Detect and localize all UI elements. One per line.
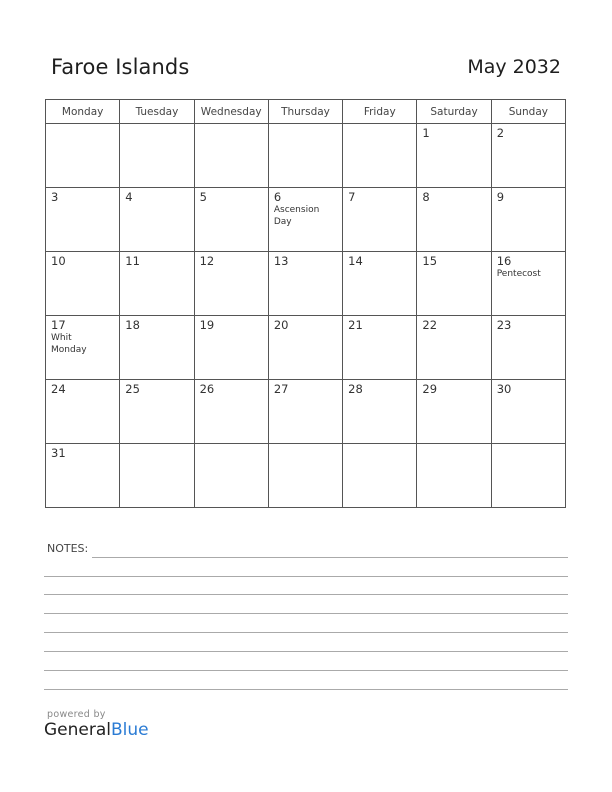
- month-year-title: May 2032: [467, 56, 561, 78]
- brand-logo[interactable]: [44, 720, 149, 740]
- calendar-day-cell[interactable]: [46, 124, 120, 188]
- weekday-header: Thursday: [268, 100, 342, 124]
- note-line: [44, 632, 568, 633]
- notes-label: NOTES:: [47, 542, 89, 555]
- calendar-day-cell[interactable]: [194, 188, 268, 252]
- calendar-day-cell[interactable]: [268, 316, 342, 380]
- calendar-day-cell[interactable]: [417, 188, 491, 252]
- holiday-label: Pentecost: [496, 269, 541, 279]
- note-line: [92, 557, 568, 558]
- calendar-day-cell[interactable]: [491, 188, 565, 252]
- note-line: [44, 689, 568, 690]
- brand-blue: Blue: [111, 720, 149, 740]
- day-number: 31: [51, 446, 66, 460]
- day-number: 13: [273, 254, 289, 268]
- weekday-header: Tuesday: [120, 100, 194, 124]
- calendar-day-cell[interactable]: [46, 380, 120, 444]
- calendar-day-cell[interactable]: [120, 444, 194, 508]
- calendar-day-cell[interactable]: [194, 124, 268, 188]
- calendar-day-cell[interactable]: [46, 316, 120, 380]
- weekday-header: Wednesday: [194, 100, 268, 124]
- weekday-header: Sunday: [491, 100, 565, 124]
- day-number: 27: [273, 382, 289, 396]
- day-number: 1: [422, 126, 430, 140]
- calendar-day-cell[interactable]: [120, 316, 194, 380]
- day-number: 19: [199, 318, 215, 332]
- holiday-label: Whit Monday: [51, 333, 87, 355]
- calendar-day-cell[interactable]: [46, 188, 120, 252]
- calendar-day-cell[interactable]: [194, 380, 268, 444]
- day-number: 4: [125, 190, 133, 204]
- day-number: 30: [496, 382, 512, 396]
- day-number: 11: [125, 254, 140, 268]
- calendar-day-cell[interactable]: [417, 252, 491, 316]
- country-title: Faroe Islands: [51, 55, 190, 79]
- note-line: [44, 651, 568, 652]
- note-line: [44, 576, 568, 577]
- calendar-day-cell[interactable]: [491, 380, 565, 444]
- day-number: 12: [199, 254, 215, 268]
- calendar-day-cell[interactable]: [268, 252, 342, 316]
- calendar-week-row: [46, 316, 566, 380]
- weekday-header-row: [46, 100, 566, 124]
- calendar-day-cell[interactable]: [120, 124, 194, 188]
- day-number: 18: [125, 318, 140, 332]
- day-number: 28: [348, 382, 363, 396]
- day-number: 7: [348, 190, 356, 204]
- weekday-header: Monday: [46, 100, 120, 124]
- calendar-day-cell[interactable]: [343, 380, 417, 444]
- calendar-day-cell[interactable]: [343, 252, 417, 316]
- calendar-grid: [45, 99, 566, 508]
- day-number: 21: [348, 318, 363, 332]
- day-number: 17: [51, 318, 66, 332]
- calendar-day-cell[interactable]: [343, 188, 417, 252]
- calendar-day-cell[interactable]: [268, 124, 342, 188]
- calendar-day-cell[interactable]: [343, 316, 417, 380]
- calendar-day-cell[interactable]: [417, 380, 491, 444]
- weekday-header: Saturday: [417, 100, 491, 124]
- calendar-day-cell[interactable]: [46, 252, 120, 316]
- weekday-header: Friday: [343, 100, 417, 124]
- day-number: 22: [422, 318, 438, 332]
- calendar-day-cell[interactable]: [268, 444, 342, 508]
- calendar-day-cell[interactable]: [268, 188, 342, 252]
- day-number: 2: [496, 126, 505, 140]
- calendar-day-cell[interactable]: [194, 316, 268, 380]
- day-number: 6: [273, 190, 282, 204]
- holiday-label: Ascension Day: [273, 205, 320, 227]
- calendar-week-row: [46, 188, 566, 252]
- calendar-week-row: [46, 124, 566, 188]
- day-number: 3: [51, 190, 59, 204]
- calendar-day-cell[interactable]: [120, 188, 194, 252]
- day-number: 23: [496, 318, 512, 332]
- calendar-week-row: [46, 380, 566, 444]
- calendar-day-cell[interactable]: [194, 444, 268, 508]
- calendar-day-cell[interactable]: [491, 124, 565, 188]
- day-number: 10: [51, 254, 66, 268]
- note-line: [44, 594, 568, 595]
- day-number: 16: [496, 254, 512, 268]
- day-number: 25: [125, 382, 140, 396]
- calendar-day-cell[interactable]: [194, 252, 268, 316]
- day-number: 26: [199, 382, 215, 396]
- calendar-day-cell[interactable]: [491, 252, 565, 316]
- powered-by-text: powered by: [47, 709, 106, 720]
- day-number: 29: [422, 382, 438, 396]
- day-number: 24: [51, 382, 66, 396]
- calendar-week-row: [46, 444, 566, 508]
- calendar-day-cell[interactable]: [46, 444, 120, 508]
- brand-general: General: [44, 720, 111, 740]
- calendar-day-cell[interactable]: [268, 380, 342, 444]
- calendar-day-cell[interactable]: [343, 444, 417, 508]
- calendar-day-cell[interactable]: [120, 252, 194, 316]
- day-number: 20: [273, 318, 289, 332]
- calendar-day-cell[interactable]: [417, 444, 491, 508]
- day-number: 15: [422, 254, 438, 268]
- calendar-day-cell[interactable]: [343, 124, 417, 188]
- calendar-day-cell[interactable]: [417, 124, 491, 188]
- calendar-day-cell[interactable]: [417, 316, 491, 380]
- day-number: 5: [199, 190, 207, 204]
- calendar-day-cell[interactable]: [491, 316, 565, 380]
- note-line: [44, 670, 568, 671]
- day-number: 8: [422, 190, 430, 204]
- day-number: 14: [348, 254, 363, 268]
- calendar-day-cell[interactable]: [491, 444, 565, 508]
- calendar-week-row: [46, 252, 566, 316]
- note-line: [44, 613, 568, 614]
- day-number: 9: [496, 190, 505, 204]
- calendar-day-cell[interactable]: [120, 380, 194, 444]
